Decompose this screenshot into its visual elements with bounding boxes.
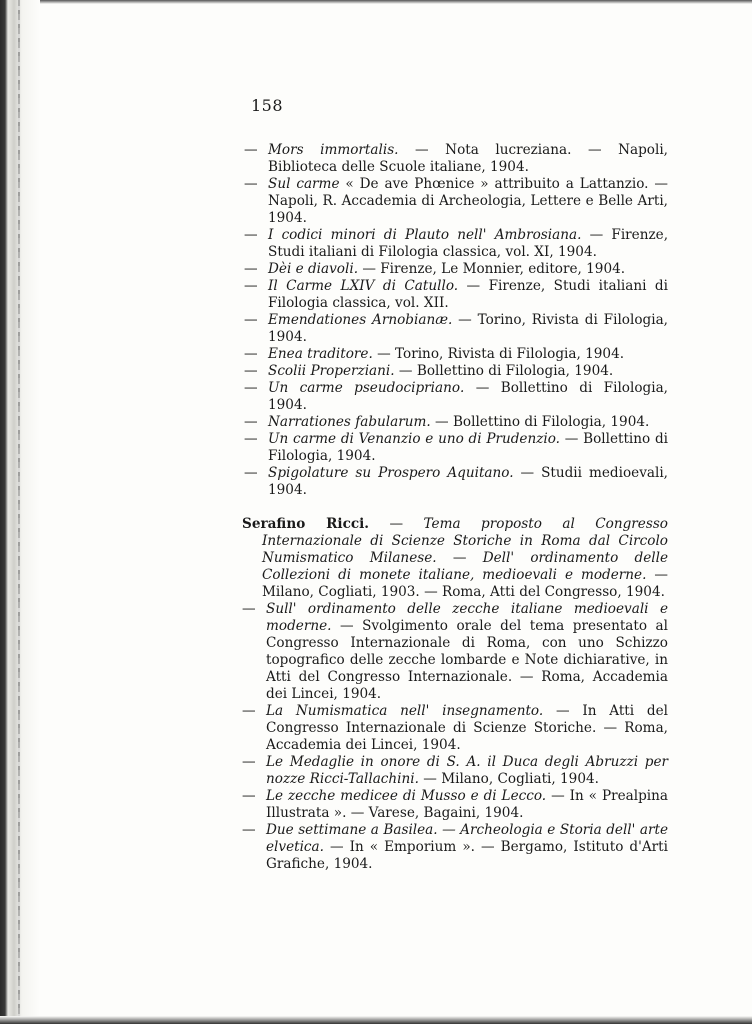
- book-binding-edge: [0, 0, 40, 1024]
- entry-title: I codici minori di Plauto nell' Ambrosiana.: [268, 227, 582, 243]
- entry-details: — Bollettino di Filologia, 1904.: [430, 414, 650, 430]
- entry-details: « De ave Phœnice » attribuito a Lattanzio. — Napoli, R. Accademia di Archeologia, Lettere e Belle Arti, 1904.: [268, 176, 669, 226]
- bib-entry: — La Numismatica nell' insegnamento. — In Atti del Congresso Internazionale di Scienze Storiche. — Roma, Accademia dei Lincei, 1904.: [242, 703, 668, 753]
- entry-title: Sul carme: [268, 176, 340, 192]
- entry-title: Dell' ordinamento delle Collezioni di monete italiane, medioevali e moderne.: [262, 550, 668, 583]
- bib-entry: — Le Medaglie in onore di S. A. il Duca degli Abruzzi per nozze Ricci-Tallachini. — Milano, Cogliati, 1904.: [242, 754, 668, 787]
- bib-entry: — Mors immortalis. — Nota lucreziana. — Napoli, Biblioteca delle Scuole italiane, 1904.: [244, 142, 668, 175]
- bib-entry: — Scolii Properziani. — Bollettino di Filologia, 1904.: [244, 363, 614, 379]
- entry-title: Le Medaglie in onore di S. A. il Duca degli Abruzzi per nozze Ricci-Tallachini.: [266, 754, 668, 787]
- entry-details: — In Atti del Congresso Internazionale di Scienze Storiche. — Roma, Accademia dei Lincei, 1904.: [266, 703, 668, 753]
- entry-title: Le zecche medicee di Musso e di Lecco.: [266, 788, 547, 804]
- entry-title: Tema proposto al Congresso Internazionale di Scienze Storiche in Roma dal Circolo Numismatico Milanese.: [262, 516, 668, 566]
- author-name: Serafino Ricci.: [242, 516, 370, 532]
- entry-details: — Bollettino di Filologia, 1904.: [394, 363, 614, 379]
- bib-entry: — Un carme di Venanzio e uno di Prudenzio. — Bollettino di Filologia, 1904.: [244, 431, 668, 464]
- author-first-entry: Serafino Ricci. — Tema proposto al Congresso Internazionale di Scienze Storiche in Roma dal Circolo Numismatico Milanese. — Dell' ordinamento delle Collezioni di monete italiane, medioevali e moderne. — Milano, Cogliati, 1903. — Roma, Atti del Congresso, 1904.: [242, 516, 668, 600]
- bib-entry: — Il Carme LXIV di Catullo. — Firenze, Studi italiani di Filologia classica, vol. XII.: [244, 278, 668, 311]
- entry-details: — In « Emporium ». — Bergamo, Istituto d'Arti Grafiche, 1904.: [266, 839, 668, 872]
- bib-entry: — Due settimane a Basilea. — Archeologia e Storia dell' arte elvetica. — In « Emporium ». — Bergamo, Istituto d'Arti Grafiche, 1904.: [242, 822, 668, 872]
- entry-title: Dèi e diavoli.: [268, 261, 359, 277]
- entry-details: — Studii medioevali, 1904.: [268, 465, 668, 498]
- bib-entry: — I codici minori di Plauto nell' Ambrosiana. — Firenze, Studi italiani di Filologia classica, vol. XI, 1904.: [244, 227, 669, 260]
- bibliography-list-ricci: [242, 516, 668, 873]
- entry-title: Enea traditore.: [268, 346, 373, 362]
- bib-entry: — Narrationes fabularum. — Bollettino di Filologia, 1904.: [244, 414, 650, 430]
- entry-title: Spigolature su Prospero Aquitano.: [268, 465, 514, 481]
- entry-title: Due settimane a Basilea. — Archeologia e Storia dell' arte elvetica.: [266, 822, 668, 855]
- entry-details: — Nota lucreziana. — Napoli, Biblioteca delle Scuole italiane, 1904.: [268, 142, 668, 175]
- entry-details: — Firenze, Studi italiani di Filologia classica, vol. XII.: [268, 278, 668, 311]
- entry-details: — Torino, Rivista di Filologia, 1904.: [372, 346, 625, 362]
- entry-title: La Numismatica nell' insegnamento.: [266, 703, 544, 719]
- entry-details: — Milano, Cogliati, 1903. — Roma, Atti del Congresso, 1904.: [262, 567, 668, 600]
- entry-title: Il Carme LXIV di Catullo.: [268, 278, 459, 294]
- entry-title: Narrationes fabularum.: [268, 414, 431, 430]
- page-top-edge: [40, 0, 752, 4]
- entry-details: — Svolgimento orale del tema presentato al Congresso Internazionale di Roma, con uno Schizzo topografico delle zecche lombarde e Note dichiarative, in Atti del Congresso Internazionale. — Roma, Accademia dei Lincei, 1904.: [266, 618, 668, 702]
- entry-details: — Bollettino di Filologia, 1904.: [268, 380, 668, 413]
- entry-title: Mors immortalis.: [268, 142, 399, 158]
- bib-entry: — Dèi e diavoli. — Firenze, Le Monnier, editore, 1904.: [244, 261, 626, 277]
- entry-title: Un carme di Venanzio e uno di Prudenzio.: [268, 431, 560, 447]
- entry-details: — Bollettino di Filologia, 1904.: [268, 431, 668, 464]
- entry-title: Sull' ordinamento delle zecche italiane medioevali e moderne.: [266, 601, 668, 634]
- entry-title: Un carme pseudociprianо.: [268, 380, 465, 396]
- bib-entry: — Le zecche medicee di Musso e di Lecco. — In « Prealpina Illustrata ». — Varese, Bagaini, 1904.: [242, 788, 668, 821]
- bib-entry: — Un carme pseudociprianо. — Bollettino di Filologia, 1904.: [244, 380, 668, 413]
- entry-details: — In « Prealpina Illustrata ». — Varese, Bagaini, 1904.: [266, 788, 668, 821]
- page-number: 158: [251, 96, 284, 115]
- entry-details: — Firenze, Le Monnier, editore, 1904.: [358, 261, 626, 277]
- entry-details: — Torino, Rivista di Filologia, 1904.: [268, 312, 668, 345]
- bib-entry: — Emendationes Arnobianæ. — Torino, Rivista di Filologia, 1904.: [244, 312, 668, 345]
- entry-title: Scolii Properziani.: [268, 363, 395, 379]
- bib-entry: — Spigolature su Prospero Aquitano. — Studii medioevali, 1904.: [244, 465, 668, 498]
- bib-entry: — Sul carme « De ave Phœnice » attribuito a Lattanzio. — Napoli, R. Accademia di Archeologia, Lettere e Belle Arti, 1904.: [244, 176, 669, 226]
- page-bottom-edge: [0, 1016, 752, 1024]
- entry-details: — Firenze, Studi italiani di Filologia classica, vol. XI, 1904.: [268, 227, 669, 260]
- bibliography-list-1: [244, 142, 668, 499]
- bib-entry: — Sull' ordinamento delle zecche italiane medioevali e moderne. — Svolgimento orale del tema presentato al Congresso Internazionale di Roma, con uno Schizzo topografico delle zecche lombarde e Note dichiarative, in Atti del Congresso Internazionale. — Roma, Accademia dei Lincei, 1904.: [242, 601, 668, 702]
- bib-entry: — Enea traditore. — Torino, Rivista di Filologia, 1904.: [244, 346, 625, 362]
- entry-details: — Milano, Cogliati, 1904.: [418, 771, 599, 787]
- entry-title: Emendationes Arnobianæ.: [268, 312, 453, 328]
